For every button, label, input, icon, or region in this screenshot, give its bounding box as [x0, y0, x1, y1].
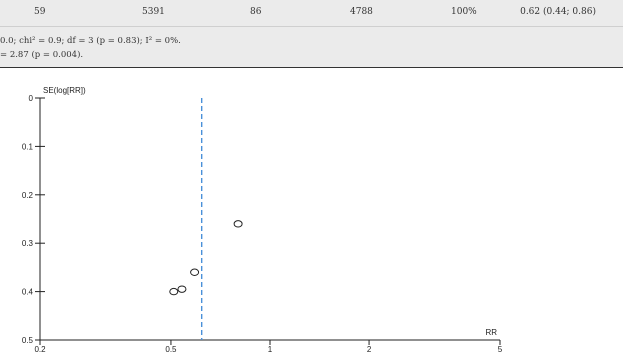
summary-events-control: 86: [250, 7, 262, 17]
funnel-plot: [0, 68, 623, 352]
y-tick-label: 0: [28, 94, 33, 103]
summary-total-experimental: 5391: [142, 7, 165, 17]
x-tick-label: 0.5: [165, 345, 177, 352]
table-summary-row: [0, 0, 623, 26]
study-point: [178, 286, 186, 292]
x-tick-label: 5: [497, 345, 503, 352]
y-tick-label: 0.2: [21, 190, 33, 200]
y-tick-label: 0.3: [21, 239, 33, 249]
x-tick-label: 0.2: [34, 345, 46, 352]
summary-events-experimental: 59: [34, 7, 46, 17]
y-axis-title: SE(log[RR]): [43, 86, 86, 95]
table-footnotes: [0, 26, 623, 67]
summary-weight: 100%: [451, 7, 477, 17]
x-axis-title: RR: [485, 328, 497, 337]
footnote-heterogeneity: 0.0; chi² = 0.9; df = 3 (p = 0.83); I² = 0%.: [0, 36, 181, 46]
study-point: [191, 269, 199, 275]
study-point: [234, 221, 242, 227]
x-tick-label: 2: [366, 345, 372, 352]
study-point: [170, 288, 178, 294]
summary-total-control: 4788: [350, 7, 373, 17]
x-tick-label: 1: [267, 345, 273, 352]
footnote-overall-effect: = 2.87 (p = 0.004).: [0, 50, 84, 60]
y-tick-label: 0.1: [21, 142, 33, 152]
y-tick-label: 0.5: [21, 336, 33, 345]
summary-rr-ci: 0.62 (0.44; 0.86): [520, 7, 596, 17]
y-tick-label: 0.4: [21, 287, 33, 297]
